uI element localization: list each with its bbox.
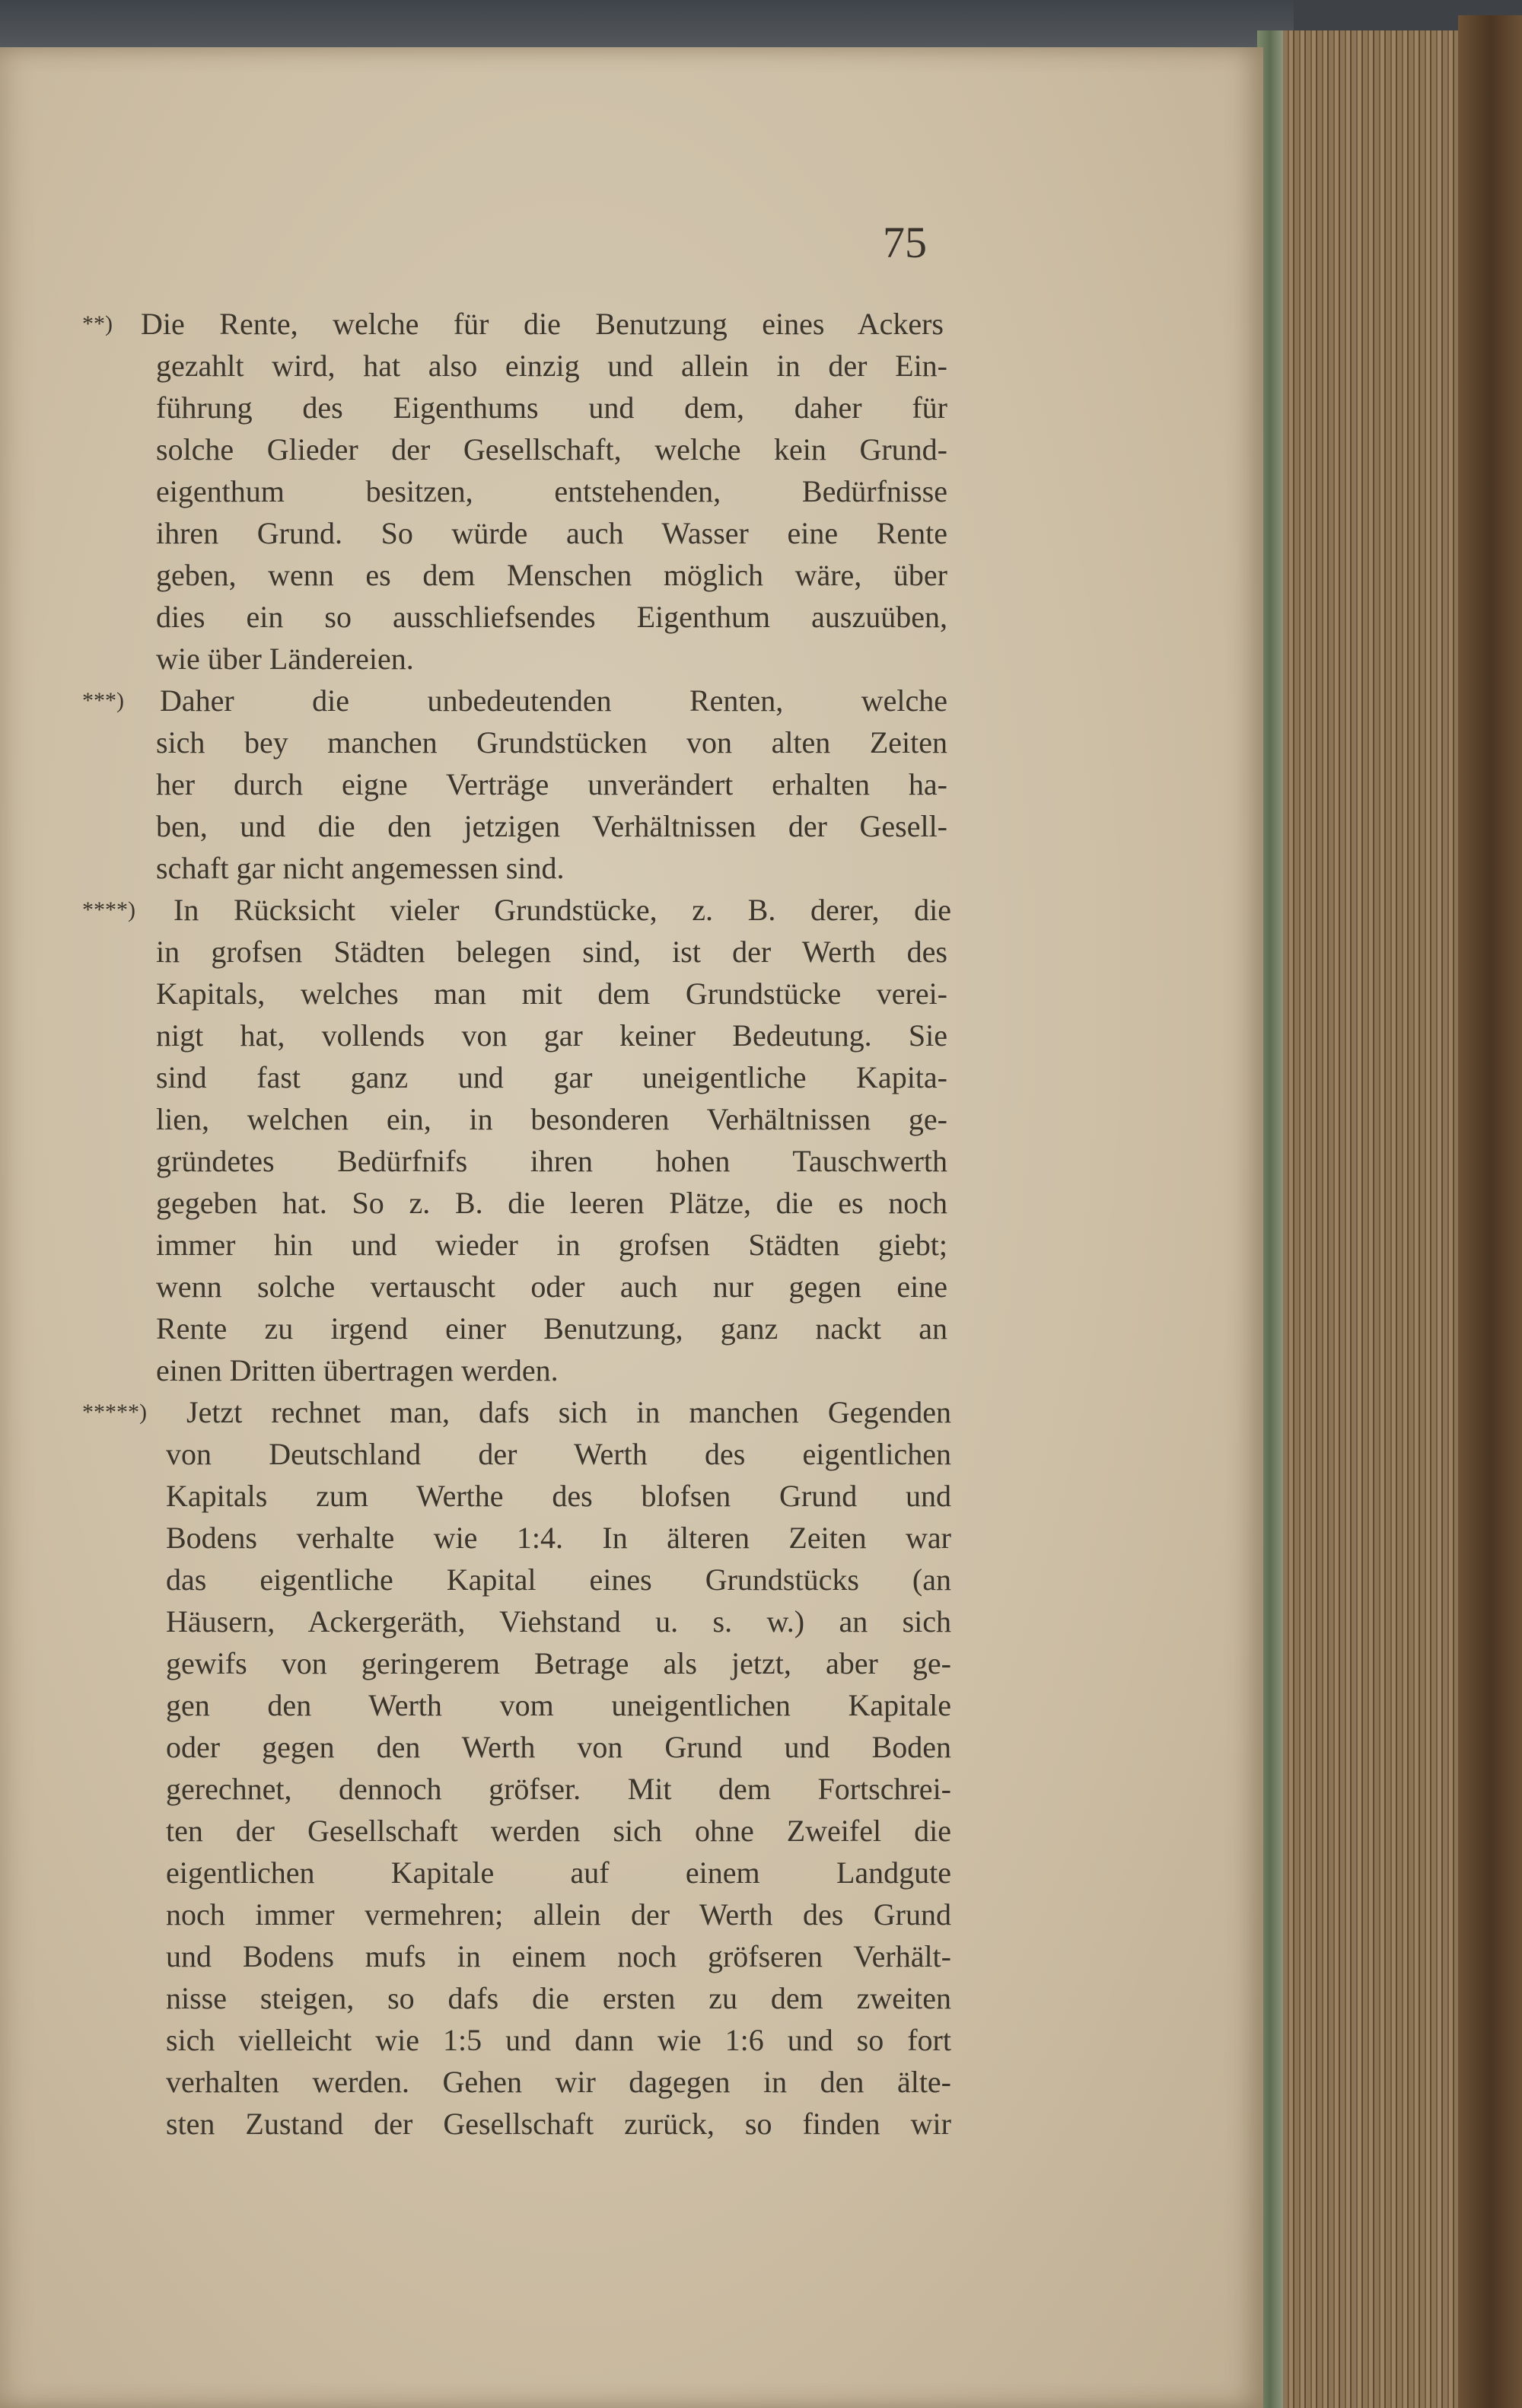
footnote-marker: ****) (82, 897, 135, 922)
text-line: Kapitals, welches man mit dem Grundstücke verei- (156, 976, 947, 1011)
text-line: dies ein so ausschliefsendes Eigenthum auszuüben, (156, 600, 947, 634)
text-line: das eigentliche Kapital eines Grundstücks (an (166, 1562, 951, 1597)
text-line: Jetzt rechnet man, dafs sich in manchen Gegenden (186, 1395, 951, 1429)
text-line: gegeben hat. So z. B. die leeren Plätze, die es noch (156, 1186, 947, 1220)
text-line: sind fast ganz und gar uneigentliche Kapita- (156, 1060, 947, 1094)
text-line: ben, und die den jetzigen Verhältnissen der Gesell- (156, 809, 947, 843)
text-line: von Deutschland der Werth des eigentlichen (166, 1437, 951, 1471)
text-line: gen den Werth vom uneigentlichen Kapitale (166, 1688, 951, 1722)
text-line: gezahlt wird, hat also einzig und allein in der Ein- (156, 349, 947, 383)
text-line: einen Dritten übertragen werden. (156, 1353, 559, 1387)
text-line: her durch eigne Verträge unverändert erhalten ha- (156, 767, 947, 801)
text-line: gewifs von geringerem Betrage als jetzt, aber ge- (166, 1646, 951, 1680)
text-line: Rente zu irgend einer Benutzung, ganz nackt an (156, 1311, 947, 1346)
text-line: eigentlichen Kapitale auf einem Landgute (166, 1855, 951, 1890)
book-page-edges (1283, 30, 1458, 2408)
footnote-marker: ***) (82, 688, 124, 713)
text-line: verhalten werden. Gehen wir dagegen in den älte- (166, 2065, 951, 2099)
text-line: nisse steigen, so dafs die ersten zu dem zweiten (166, 1981, 951, 2015)
text-line: schaft gar nicht angemessen sind. (156, 851, 565, 885)
text-line: führung des Eigenthums und dem, daher für (156, 390, 947, 425)
text-line: Häusern, Ackergeräth, Viehstand u. s. w.) an sich (166, 1604, 951, 1639)
text-line: noch immer vermehren; allein der Werth des Grund (166, 1897, 951, 1932)
text-line: sten Zustand der Gesellschaft zurück, so finden wir (166, 2107, 951, 2141)
text-line: gründetes Bedürfnifs ihren hohen Tauschwerth (156, 1144, 947, 1178)
text-line: oder gegen den Werth von Grund und Boden (166, 1730, 951, 1764)
text-line: In Rücksicht vieler Grundstücke, z. B. derer, die (174, 893, 951, 927)
text-line: lien, welchen ein, in besonderen Verhältnissen ge- (156, 1102, 947, 1136)
text-line: sich bey manchen Grundstücken von alten Zeiten (156, 725, 947, 760)
text-line: Die Rente, welche für die Benutzung eines Ackers (141, 307, 944, 341)
footnote (0, 303, 1263, 680)
scan-background-top (0, 0, 1294, 53)
footnote-marker: *****) (82, 1400, 147, 1425)
text-line: gerechnet, dennoch gröfser. Mit dem Fortschrei- (166, 1772, 951, 1806)
footnote (0, 889, 1263, 1391)
text-line: solche Glieder der Gesellschaft, welche kein Grund- (156, 432, 947, 467)
text-line: Bodens verhalte wie 1:4. In älteren Zeiten war (166, 1521, 951, 1555)
text-line: Daher die unbedeutenden Renten, welche (160, 683, 947, 718)
footnote (0, 680, 1263, 889)
text-line: wie über Ländereien. (156, 642, 414, 676)
text-line: geben, wenn es dem Menschen möglich wäre, über (156, 558, 947, 592)
text-line: ihren Grund. So würde auch Wasser eine Rente (156, 516, 947, 550)
text-line: nigt hat, vollends von gar keiner Bedeutung. Sie (156, 1018, 947, 1053)
text-line: wenn solche vertauscht oder auch nur gegen eine (156, 1269, 947, 1304)
text-line: sich vielleicht wie 1:5 und dann wie 1:6 und so fort (166, 2023, 951, 2057)
footnotes (0, 303, 1263, 2145)
text-line: immer hin und wieder in grofsen Städten giebt; (156, 1228, 947, 1262)
text-line: eigenthum besitzen, entstehenden, Bedürfnisse (156, 474, 947, 508)
footnote-marker: **) (82, 311, 113, 336)
text-line: in grofsen Städten belegen sind, ist der Werth des (156, 935, 947, 969)
text-line: ten der Gesellschaft werden sich ohne Zweifel die (166, 1814, 951, 1848)
footnote (0, 1391, 1263, 2145)
book-cover-edge (1458, 15, 1522, 2408)
text-line: und Bodens mufs in einem noch gröfseren Verhält- (166, 1939, 951, 1973)
text-line: Kapitals zum Werthe des blofsen Grund und (166, 1479, 951, 1513)
page-number: 75 (883, 218, 927, 267)
